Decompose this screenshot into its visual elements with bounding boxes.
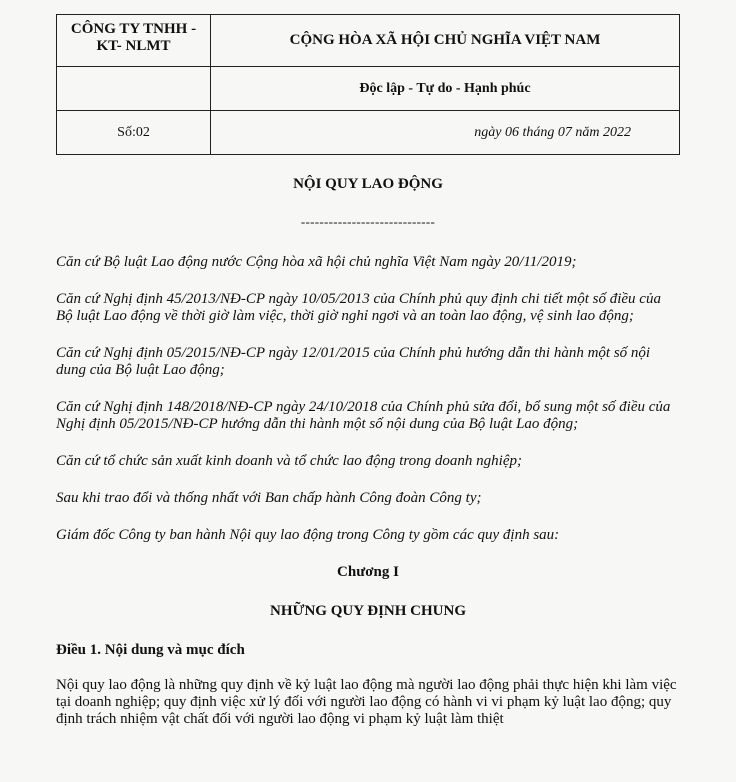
article-text: Nội quy lao động là những quy định về kỷ luật lao động mà người lao động phải thực hiện khi làm việc tại doanh nghiệp; quy định việc xử lý đối với người lao động có hành vi vi phạm kỷ luật lao động; quy định trách nhiệm vật chất đối với người lao động vi phạm kỷ luật làm thiệt [56, 677, 677, 727]
chapter-number: Chương I [337, 564, 399, 580]
empty-cell [57, 67, 211, 111]
document-title: NỘI QUY LAO ĐỘNG [293, 176, 443, 192]
preamble-item: Giám đốc Công ty ban hành Nội quy lao động trong Công ty gồm các quy định sau: [56, 527, 560, 543]
header-table [56, 14, 680, 155]
preamble-item: Căn cứ Nghị định 148/2018/NĐ-CP ngày 24/10/2018 của Chính phủ sửa đổi, bổ sung một số điều của Nghị định 05/2015/NĐ-CP hướng dẫn thi hành một số nội dung của Bộ luật Lao động; [56, 399, 671, 432]
company-name-text: CÔNG TY TNHH - KT- NLMT [70, 21, 197, 54]
preamble-item: Sau khi trao đổi và thống nhất với Ban chấp hành Công đoàn Công ty; [56, 490, 482, 506]
document-date: ngày 06 tháng 07 năm 2022 [474, 124, 631, 140]
chapter-title: NHỮNG QUY ĐỊNH CHUNG [270, 603, 466, 619]
republic-title: CỘNG HÒA XÃ HỘI CHỦ NGHĨA VIỆT NAM [211, 15, 679, 67]
preamble-item: Căn cứ Nghị định 05/2015/NĐ-CP ngày 12/01/2015 của Chính phủ hướng dẫn thi hành một số nội dung của Bộ luật Lao động; [56, 345, 651, 378]
document-body [56, 254, 680, 728]
article-heading: Điều 1. Nội dung và mục đích [56, 642, 245, 658]
preamble-item: Căn cứ Bộ luật Lao động nước Cộng hòa xã hội chủ nghĩa Việt Nam ngày 20/11/2019; [56, 254, 577, 270]
company-name [57, 15, 211, 67]
preamble-item: Căn cứ Nghị định 45/2013/NĐ-CP ngày 10/05/2013 của Chính phủ quy định chi tiết một số điều của Bộ luật Lao động về thời giờ làm việc, thời giờ nghỉ ngơi và an toàn lao động, vệ sinh lao động; [56, 291, 661, 324]
preamble-item: Căn cứ tổ chức sản xuất kinh doanh và tổ chức lao động trong doanh nghiệp; [56, 453, 523, 469]
national-motto: Độc lập - Tự do - Hạnh phúc [211, 67, 679, 111]
title-divider: ----------------------------- [300, 214, 436, 229]
document-number: Số:02 [57, 111, 211, 154]
